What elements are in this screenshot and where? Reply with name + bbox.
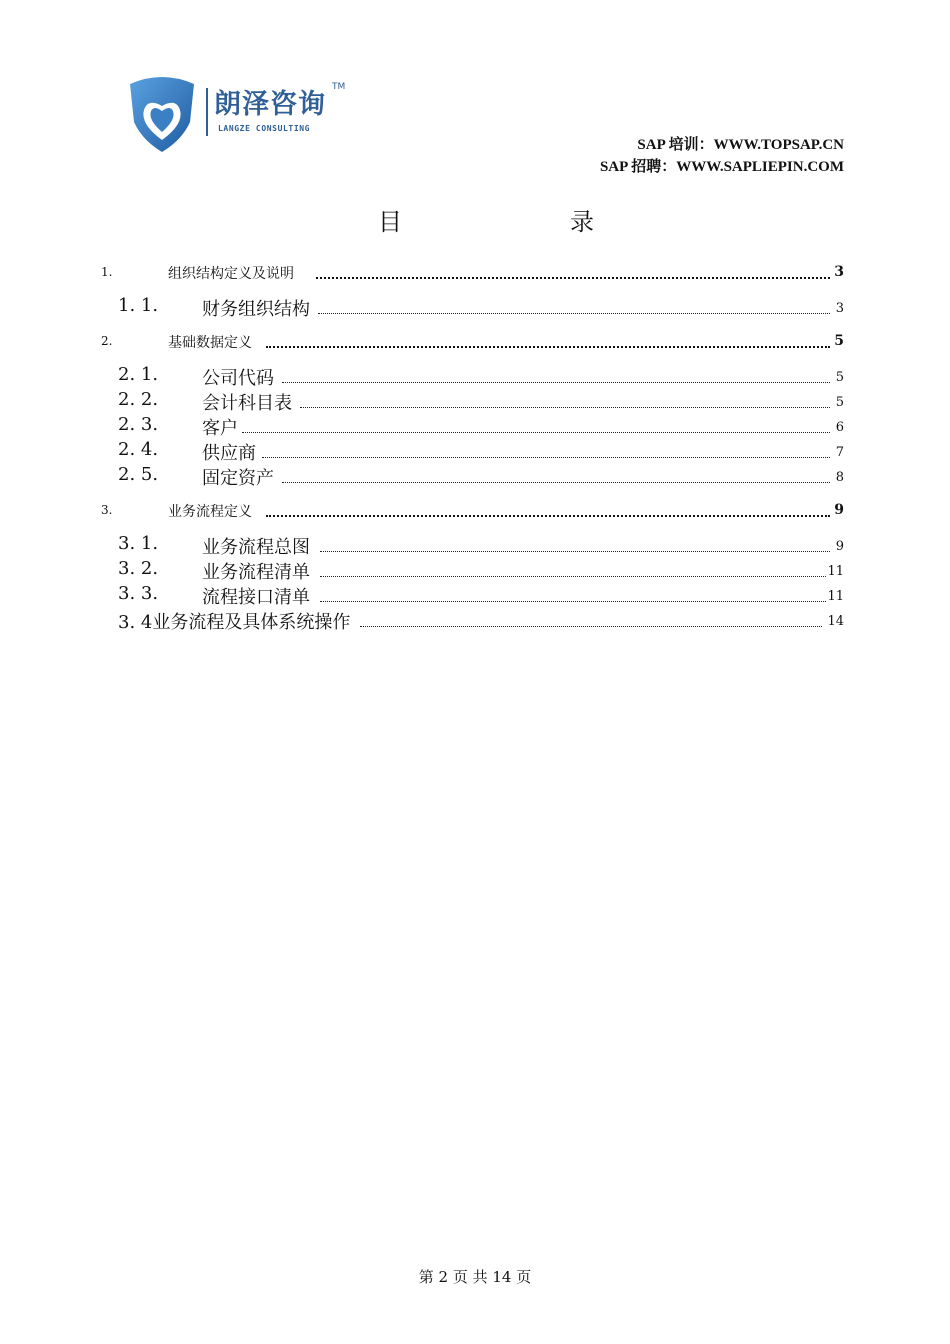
toc-leader bbox=[320, 576, 826, 577]
toc-entry-number: 1. 1. bbox=[118, 295, 159, 316]
toc-entry-number: 2. bbox=[101, 334, 113, 348]
toc-entry-label: 会计科目表 bbox=[202, 393, 292, 414]
logo-divider bbox=[206, 88, 208, 136]
toc-entry-page: 8 bbox=[835, 470, 844, 485]
toc-entry-label: 财务组织结构 bbox=[202, 299, 310, 320]
toc-leader bbox=[262, 457, 830, 458]
toc-entry-number: 1. bbox=[101, 265, 113, 279]
toc-title-char-2: 录 bbox=[570, 208, 594, 236]
toc-leader bbox=[360, 626, 822, 627]
toc-entry-page: 7 bbox=[835, 445, 844, 460]
toc-entry-page: 5 bbox=[835, 370, 844, 385]
toc-entry-label: 业务流程定义 bbox=[168, 504, 252, 520]
toc-leader bbox=[316, 277, 830, 279]
toc-title-char-1: 目 bbox=[378, 208, 402, 236]
toc-leader bbox=[282, 482, 830, 483]
toc-entry-label: 业务流程清单 bbox=[202, 562, 310, 583]
toc-entry-page: 9 bbox=[835, 539, 844, 554]
toc-leader bbox=[318, 313, 830, 314]
toc-entry-number: 2. 1. bbox=[118, 364, 159, 385]
toc-leader bbox=[320, 601, 826, 602]
toc-entry-label: 供应商 bbox=[202, 443, 256, 464]
toc-entry-page: 11 bbox=[827, 564, 844, 579]
toc-entry-number: 2. 2. bbox=[118, 389, 159, 410]
toc-entry-number: 2. 4. bbox=[118, 439, 159, 460]
toc-entry-number: 3. bbox=[101, 503, 113, 517]
toc-leader bbox=[266, 346, 830, 348]
logo-name-cn: 朗泽咨询 bbox=[214, 89, 326, 120]
shield-heart-icon bbox=[126, 74, 198, 154]
toc-entry-label: 固定资产 bbox=[202, 468, 274, 489]
toc-entry-number: 2. 5. bbox=[118, 464, 159, 485]
toc-entry-label: 组织结构定义及说明 bbox=[168, 266, 294, 282]
toc-entry-number: 2. 3. bbox=[118, 414, 159, 435]
toc-entry-label: 流程接口清单 bbox=[202, 587, 310, 608]
toc-leader bbox=[320, 551, 830, 552]
toc-entry-label: 客户 bbox=[202, 418, 238, 439]
company-logo bbox=[126, 74, 366, 154]
toc-entry-number: 3. 2. bbox=[118, 558, 159, 579]
toc-leader bbox=[242, 432, 830, 433]
toc-entry-page: 6 bbox=[835, 420, 844, 435]
toc-entry-label: 公司代码 bbox=[202, 368, 274, 389]
header-training-link[interactable]: SAP 培训：WWW.TOPSAP.CN bbox=[637, 137, 844, 153]
toc-entry-number: 3. 1. bbox=[118, 533, 159, 554]
toc-leader bbox=[300, 407, 830, 408]
toc-entry-label: 业务流程总图 bbox=[202, 537, 310, 558]
toc-leader bbox=[266, 515, 830, 517]
toc-entry-label: 3. 4业务流程及具体系统操作 bbox=[118, 612, 351, 633]
toc-entry-page: 3 bbox=[835, 301, 844, 316]
toc-leader bbox=[282, 382, 830, 383]
toc-entry-page: 5 bbox=[834, 333, 844, 349]
toc-entry-page: 3 bbox=[834, 264, 844, 280]
page-footer: 第 2 页 共 14 页 bbox=[418, 1268, 532, 1286]
header-links bbox=[600, 134, 844, 178]
logo-trademark: TM bbox=[332, 82, 346, 92]
toc-entry-number: 3. 3. bbox=[118, 583, 159, 604]
toc-entry-page: 11 bbox=[827, 589, 844, 604]
logo-name-en: LANGZE CONSULTING bbox=[218, 124, 311, 133]
toc-entry-page: 5 bbox=[835, 395, 844, 410]
toc-entry-page: 9 bbox=[834, 502, 844, 518]
toc-entry-label: 基础数据定义 bbox=[168, 335, 252, 351]
header-recruit-link[interactable]: SAP 招聘：WWW.SAPLIEPIN.COM bbox=[599, 159, 844, 175]
toc-entry-page: 14 bbox=[827, 614, 844, 629]
